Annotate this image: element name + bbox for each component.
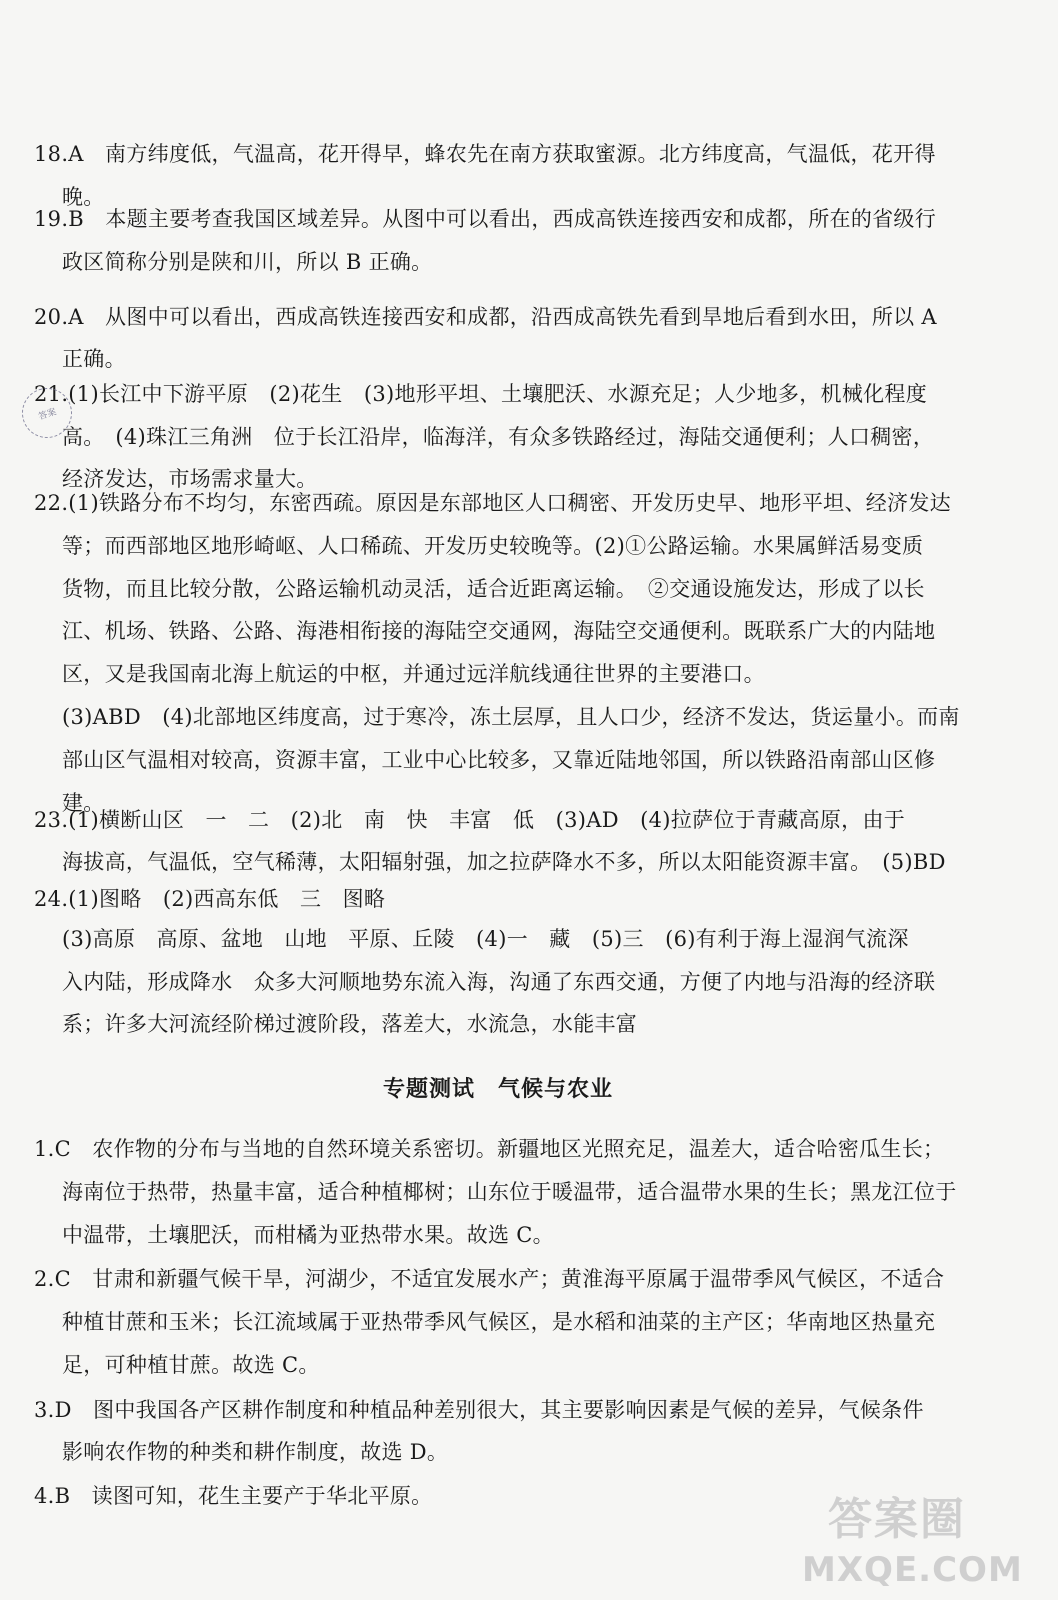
answer-line: 22.(1)铁路分布不均匀，东密西疏。原因是东部地区人口稠密、开发历史早、地形平坦、经济发达 — [34, 491, 951, 515]
answer-line: 20.A 从图中可以看出，西成高铁连接西安和成都，沿西成高铁先看到旱地后看到水田，所以 A — [34, 305, 937, 329]
answer-line: 货物，而且比较分散，公路运输机动灵活，适合近距离运输。 ②交通设施发达，形成了以长 — [62, 577, 925, 601]
answer-line: 晚。 — [62, 185, 105, 209]
watermark-logo — [802, 1490, 1023, 1600]
answer-line: 4.B 读图可知，花生主要产于华北平原。 — [34, 1484, 433, 1508]
section-title: 专题测试 气候与农业 — [382, 1077, 613, 1102]
watermark-title: 答案圈 — [828, 1494, 966, 1545]
answer-line: 19.B 本题主要考查我国区域差异。从图中可以看出，西成高铁连接西安和成都，所在的省级行 — [34, 207, 937, 231]
answer-line: 建。 — [62, 791, 105, 815]
answer-line: 正确。 — [62, 347, 126, 371]
answer-line: 海拔高，气温低，空气稀薄，太阳辐射强，加之拉萨降水不多，所以太阳能资源丰富。 (5)BD — [62, 850, 946, 874]
answer-line: 21.(1)长江中下游平原 (2)花生 (3)地形平坦、土壤肥沃、水源充足；人少地多，机械化程度 — [34, 382, 928, 406]
answer-line: 1.C 农作物的分布与当地的自然环境关系密切。新疆地区光照充足，温差大，适合哈密瓜生长； — [34, 1137, 945, 1161]
stamp-label: 答案 — [37, 406, 58, 422]
answer-line: 中温带，土壤肥沃，而柑橘为亚热带水果。故选 C。 — [62, 1223, 554, 1247]
answer-line: 高。 (4)珠江三角洲 位于长江沿岸，临海洋，有众多铁路经过，海陆交通便利；人口稠密， — [62, 425, 935, 449]
answer-line: 24.(1)图略 (2)西高东低 三 图略 — [34, 887, 386, 911]
answer-line: 部山区气温相对较高，资源丰富，工业中心比较多，又靠近陆地邻国，所以铁路沿南部山区修 — [62, 748, 936, 772]
answer-line: (3)高原 高原、盆地 山地 平原、丘陵 (4)一 藏 (5)三 (6)有利于海上湿润气流深 — [62, 927, 909, 951]
answer-line: 2.C 甘肃和新疆气候干旱，河湖少，不适宜发展水产；黄淮海平原属于温带季风气候区，不适合 — [34, 1267, 945, 1291]
answer-line: 足，可种植甘蔗。故选 C。 — [62, 1353, 320, 1377]
answer-line: 等；而西部地区地形崎岖、人口稀疏、开发历史较晚等。(2)①公路运输。水果属鲜活易变质 — [62, 534, 924, 558]
answer-line: 江、机场、铁路、公路、海港相衔接的海陆空交通网，海陆空交通便利。既联系广大的内陆地 — [62, 619, 936, 643]
answer-line: 23.(1)横断山区 一 二 (2)北 南 快 丰富 低 (3)AD (4)拉萨位于青藏高原，由于 — [34, 808, 906, 832]
watermark-url: MXQE.COM — [802, 1550, 1023, 1590]
answer-line: 3.D 图中我国各产区耕作制度和种植品种差别很大，其主要影响因素是气候的差异，气候条件 — [34, 1398, 924, 1422]
answer-line: 影响农作物的种类和耕作制度，故选 D。 — [62, 1440, 449, 1464]
answer-line: 海南位于热带，热量丰富，适合种植椰树；山东位于暖温带，适合温带水果的生长；黑龙江位于 — [62, 1180, 957, 1204]
answer-line: 系；许多大河流经阶梯过渡阶段，落差大，水流急，水能丰富 — [62, 1012, 638, 1036]
answer-line: 种植甘蔗和玉米；长江流域属于亚热带季风气候区，是水稻和油菜的主产区；华南地区热量充 — [62, 1310, 936, 1334]
answer-line: 区，又是我国南北海上航运的中枢，并通过远洋航线通往世界的主要港口。 — [62, 662, 765, 686]
answer-line: 18.A 南方纬度低，气温高，花开得早，蜂农先在南方获取蜜源。北方纬度高，气温低，花开得 — [34, 142, 936, 166]
answer-line: 经济发达，市场需求量大。 — [62, 467, 318, 491]
answer-line: 入内陆，形成降水 众多大河顺地势东流入海，沟通了东西交通，方便了内地与沿海的经济联 — [62, 970, 936, 994]
answer-line: 政区简称分别是陕和川，所以 B 正确。 — [62, 250, 433, 274]
answer-line: (3)ABD (4)北部地区纬度高，过于寒冷，冻土层厚，且人口少，经济不发达，货运量小。而南 — [62, 705, 960, 729]
